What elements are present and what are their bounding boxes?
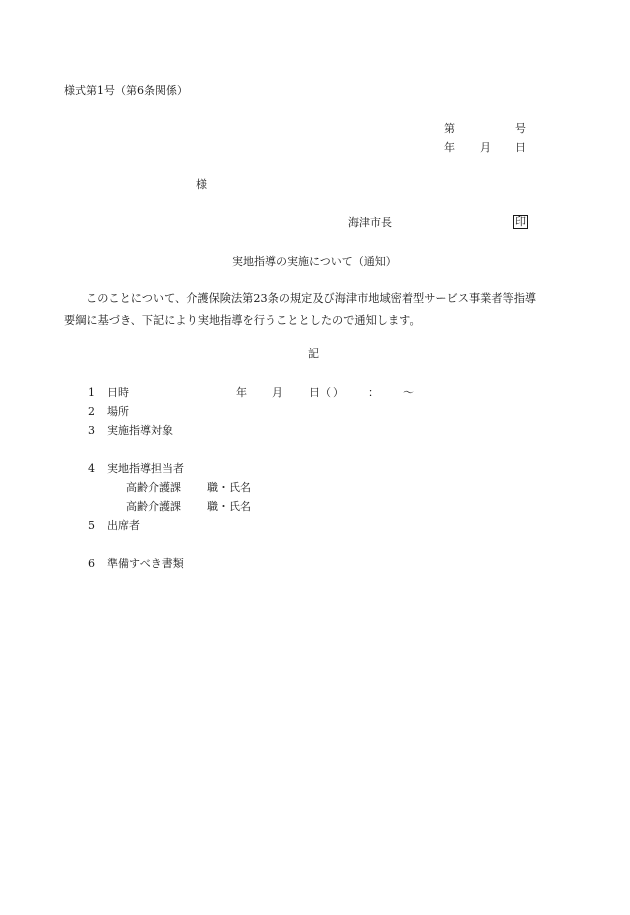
datetime-year: 年 (236, 386, 247, 399)
form-label: 様式第1号（第6条関係） (64, 84, 188, 97)
item-number: 6 (88, 557, 95, 570)
staff-role: 職・氏名 (207, 500, 251, 513)
datetime-tilde: ～ (403, 386, 414, 399)
datetime-month: 月 (272, 386, 283, 399)
doc-number-suffix: 号 (515, 122, 526, 135)
document-title: 実地指導の実施について（通知） (232, 255, 397, 268)
item-label: 場所 (107, 405, 129, 418)
item-number: 4 (88, 462, 95, 475)
item-number: 3 (88, 424, 95, 437)
item-label: 日時 (107, 386, 129, 399)
date-month: 月 (480, 141, 491, 154)
datetime-colon: ： (368, 386, 379, 399)
item-number: 1 (88, 386, 95, 399)
item-label: 準備すべき書類 (107, 557, 184, 570)
body-text: このことについて、介護保険法第23条の規定及び海津市地域密着型サービス事業者等指導要綱に基づき、下記により実地指導を行うこととしたので通知します。 (64, 292, 537, 327)
addressee-honorific: 様 (196, 178, 207, 191)
date-day: 日 (515, 141, 526, 154)
ki-heading: 記 (308, 347, 319, 360)
datetime-day-close: ） (333, 386, 344, 399)
item-number: 2 (88, 405, 95, 418)
item-label: 実地指導担当者 (107, 462, 184, 475)
staff-dept: 高齢介護課 (126, 481, 181, 494)
sender-title: 海津市長 (348, 216, 392, 229)
item-number: 5 (88, 519, 95, 532)
seal-mark: 印 (515, 215, 526, 228)
item-label: 出席者 (107, 519, 140, 532)
datetime-day-open: 日（ (309, 386, 331, 399)
date-year: 年 (444, 141, 455, 154)
staff-dept: 高齢介護課 (126, 500, 181, 513)
doc-number-prefix: 第 (444, 122, 455, 135)
item-label: 実施指導対象 (107, 424, 173, 437)
staff-role: 職・氏名 (207, 481, 251, 494)
